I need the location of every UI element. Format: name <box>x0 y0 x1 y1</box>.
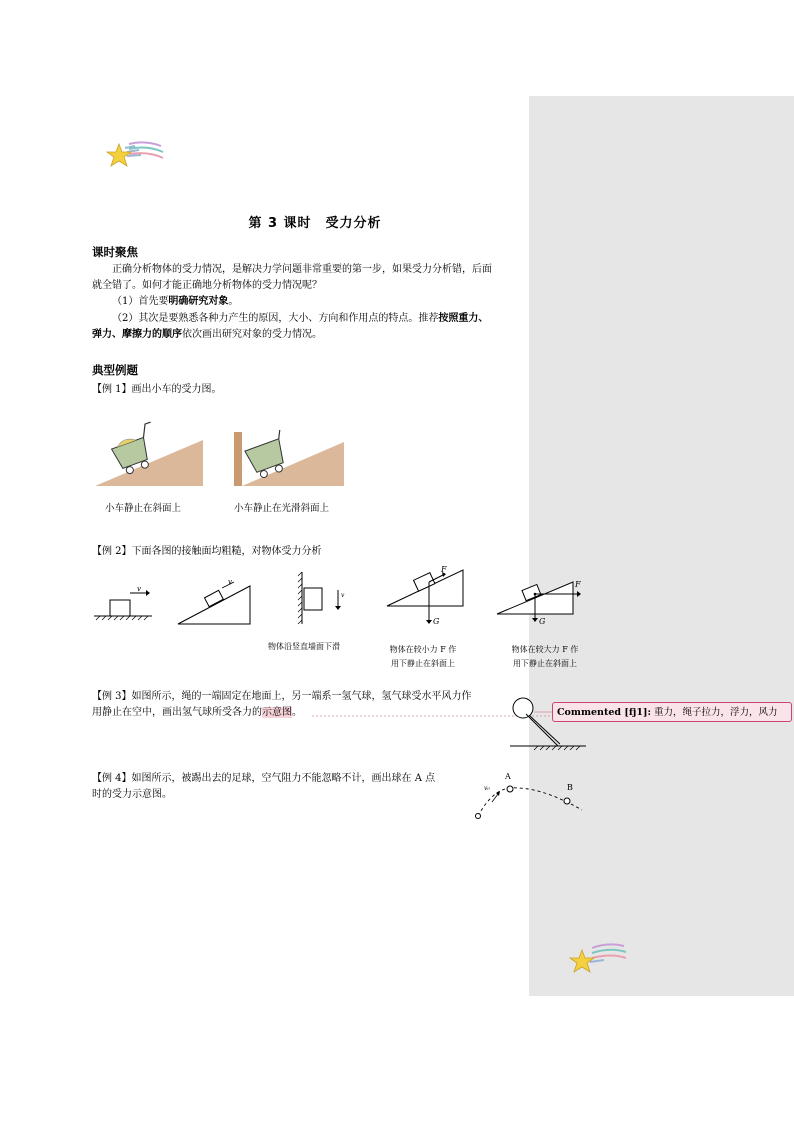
paragraph-1: 正确分析物体的受力情况，是解决力学问题非常重要的第一步，如果受力分析错，后面 <box>112 264 492 275</box>
label-v0: v₀ <box>484 785 490 792</box>
label-v-wall: v <box>341 592 345 599</box>
example-4-line1: 【例 4】如图所示，被踢出去的足球，空气阻力不能忽略不计，画出球在 A 点 <box>92 773 436 784</box>
caption-small-force: 物体在较小力 F 作 用下静止在斜面上 <box>389 645 457 668</box>
example-4-line2: 时的受力示意图。 <box>92 789 172 800</box>
section-heading-focus: 课时聚焦 <box>92 245 138 259</box>
shooting-star-icon <box>568 942 628 976</box>
label-F-small: F <box>441 565 447 574</box>
caption-large-force: 物体在较大力 F 作 用下静止在斜面上 <box>511 645 579 668</box>
small-force-incline-figure <box>385 566 465 626</box>
caption-cart-smooth-slope: 小车静止在光滑斜面上 <box>234 503 330 514</box>
example-1-text: 【例 1】画出小车的受力图。 <box>92 384 222 395</box>
label-v-ground: v <box>137 585 141 593</box>
cart-on-smooth-slope-figure <box>234 430 346 488</box>
label-G-large: G <box>539 617 546 626</box>
label-G-small: G <box>433 617 440 626</box>
label-point-B: B <box>567 783 573 792</box>
paragraph-4: 弹力、摩擦力的顺序依次画出研究对象的受力情况。 <box>92 329 322 340</box>
page-title: 第 3 课时 受力分析 <box>248 216 382 231</box>
label-v-incline: v <box>228 578 232 586</box>
example-3-line1: 【例 3】如图所示，绳的一端固定在地面上，另一端系一氢气球，氢气球受水平风力作 <box>92 691 472 702</box>
highlighted-text: 示意图 <box>262 707 292 718</box>
comment-margin-pane <box>529 96 794 996</box>
comment-bubble[interactable]: Commented [fj1]: 重力，绳子拉力，浮力，风力 <box>552 702 792 722</box>
paragraph-1b: 就全错了。如何才能正确地分析物体的受力情况呢？ <box>92 280 322 291</box>
block-on-ground-figure <box>92 582 154 622</box>
example-2-text: 【例 2】下面各图的接触面均粗糙，对物体受力分析 <box>92 546 322 557</box>
label-F-large: F <box>575 580 581 589</box>
section-heading-examples: 典型例题 <box>92 363 138 377</box>
label-point-A: A <box>505 772 511 781</box>
shooting-star-icon <box>105 140 165 172</box>
paragraph-3: （2）其次是要熟悉各种力产生的原因，大小、方向和作用点的特点。推荐按照重力、 <box>112 313 489 324</box>
caption-wall: 物体沿竖直墙面下滑 <box>268 642 340 651</box>
cart-on-slope-figure <box>95 420 205 488</box>
caption-cart-slope: 小车静止在斜面上 <box>105 503 182 514</box>
example-3-line2: 用静止在空中，画出氢气球所受各力的示意图。 <box>92 707 302 718</box>
paragraph-2: （1）首先要明确研究对象。 <box>112 296 239 307</box>
block-on-incline-figure <box>176 578 252 626</box>
